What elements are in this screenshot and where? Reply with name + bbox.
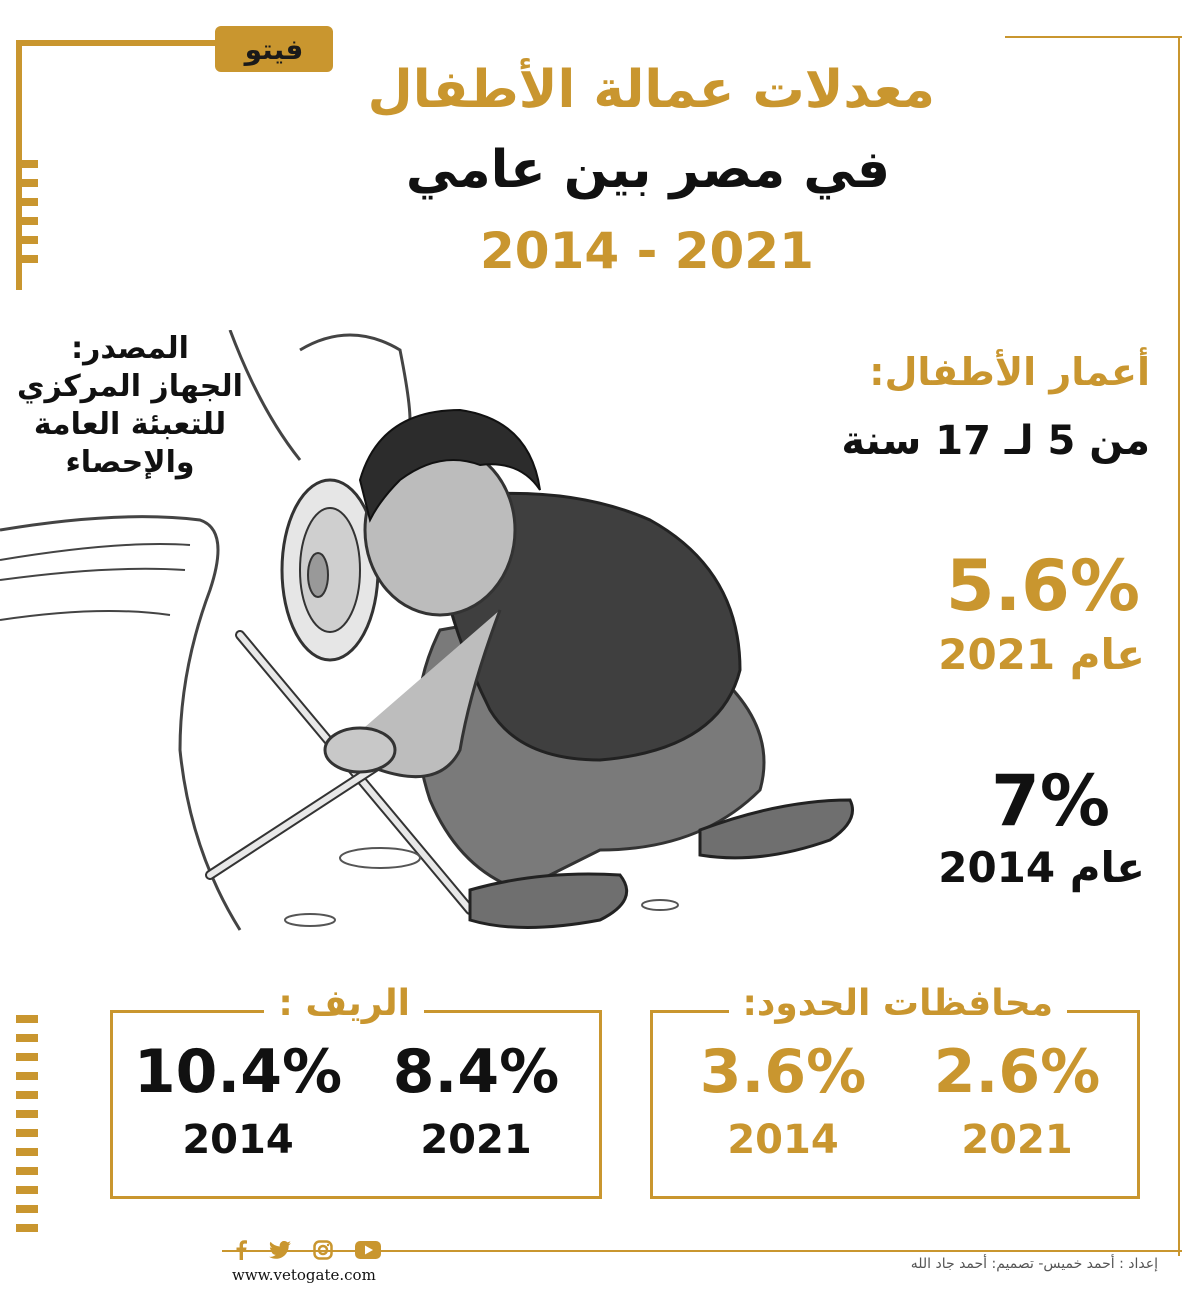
frame-ticks-bottom xyxy=(16,1015,38,1243)
title-years: 2014 - 2021 xyxy=(480,222,814,280)
title-line-1: معدلات عمالة الأطفال xyxy=(367,60,935,120)
source-line-1: الجهاز المركزي xyxy=(17,369,243,404)
instagram-icon[interactable] xyxy=(313,1240,333,1264)
child-mechanic-illustration xyxy=(0,330,880,950)
source-line-2: للتعبئة العامة xyxy=(33,407,227,442)
frame-top-right-line xyxy=(1005,36,1182,38)
frame-right-line xyxy=(1178,36,1180,1256)
border-2014-year: 2014 xyxy=(727,1117,839,1163)
rural-cell-2014 xyxy=(123,1037,353,1165)
facebook-icon[interactable] xyxy=(235,1240,247,1264)
rural-2014-year: 2014 xyxy=(182,1117,294,1163)
national-2014-value: 7% xyxy=(991,760,1110,842)
border-cell-2021 xyxy=(917,1037,1117,1165)
rural-box xyxy=(110,983,602,1199)
border-governorates-label: محافظات الحدود: xyxy=(729,983,1067,1024)
national-2014-year: عام 2014 xyxy=(938,843,1145,892)
ages-label: أعمار الأطفال: xyxy=(869,350,1150,394)
ages-value: من 5 لـ 17 سنة xyxy=(841,418,1150,464)
credits: إعداد : أحمد خميس- تصميم: أحمد جاد الله xyxy=(910,1256,1158,1272)
twitter-icon[interactable] xyxy=(269,1241,291,1263)
brand-logo-text: فيتو xyxy=(244,32,304,66)
rural-2021-value: 8.4% xyxy=(392,1037,560,1107)
border-2014-value: 3.6% xyxy=(699,1037,867,1107)
source-line-3: والإحصاء xyxy=(65,445,195,480)
rural-cell-2021 xyxy=(371,1037,581,1165)
brand-logo xyxy=(215,26,333,72)
rural-2014-value: 10.4% xyxy=(133,1037,343,1107)
source-label: المصدر: xyxy=(71,331,189,366)
frame-top-bar xyxy=(16,40,221,46)
rural-2021-year: 2021 xyxy=(420,1117,532,1163)
website-url[interactable]: www.vetogate.com xyxy=(232,1266,376,1284)
border-2021-value: 2.6% xyxy=(933,1037,1101,1107)
border-2021-year: 2021 xyxy=(961,1117,1073,1163)
title-line-2: في مصر بين عامي xyxy=(405,140,890,200)
social-icons xyxy=(235,1240,381,1264)
border-cell-2014 xyxy=(683,1037,883,1165)
national-2021-value: 5.6% xyxy=(945,545,1140,627)
national-2021-year: عام 2021 xyxy=(938,630,1145,679)
rural-label: الريف : xyxy=(264,983,424,1024)
frame-ticks-top xyxy=(16,160,38,274)
border-governorates-box xyxy=(650,983,1140,1199)
youtube-icon[interactable] xyxy=(355,1241,381,1263)
